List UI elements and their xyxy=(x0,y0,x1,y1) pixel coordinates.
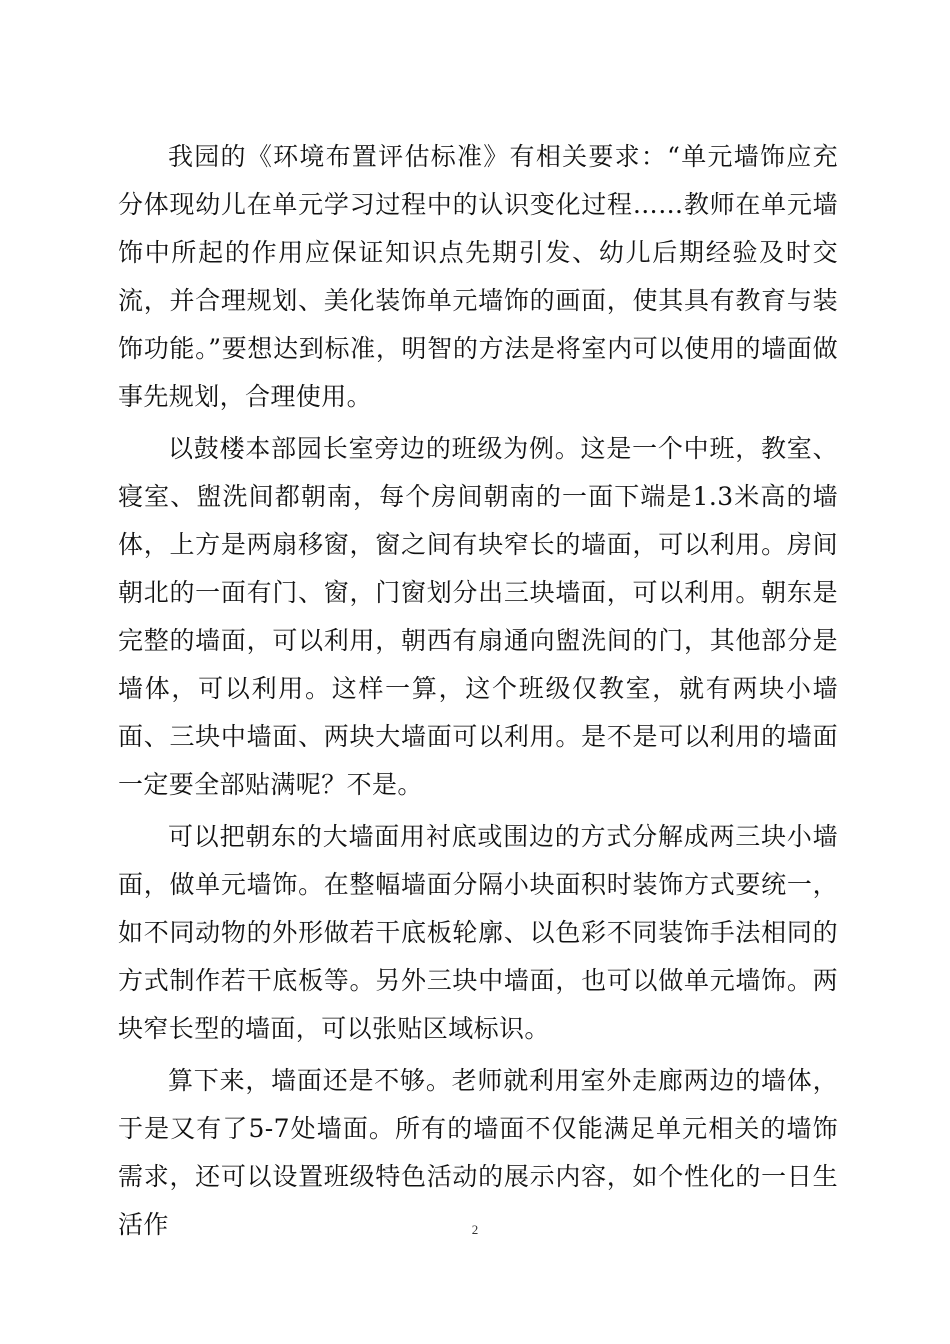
paragraph-3: 可以把朝东的大墙面用衬底或围边的方式分解成两三块小墙面，做单元墙饰。在整幅墙面分隔小块面积时装饰方式要统一，如不同动物的外形做若干底板轮廓、以色彩不同装饰手法相同的方式制作若干底板等。另外三块中墙面，也可以做单元墙饰。两块窄长型的墙面，可以张贴区域标识。 xyxy=(118,822,838,1043)
document-body xyxy=(118,133,838,1249)
paragraph-1: 我园的《环境布置评估标准》有相关要求：“单元墙饰应充分体现幼儿在单元学习过程中的认识变化过程……教师在单元墙饰中所起的作用应保证知识点先期引发、幼儿后期经验及时交流，并合理规划、美化装饰单元墙饰的画面，使其具有教育与装饰功能。”要想达到标准，明智的方法是将室内可以使用的墙面做事先规划，合理使用。 xyxy=(118,142,838,411)
paragraph-2: 以鼓楼本部园长室旁边的班级为例。这是一个中班，教室、寝室、盥洗间都朝南，每个房间朝南的一面下端是1.3米高的墙体，上方是两扇移窗，窗之间有块窄长的墙面，可以利用。房间朝北的一面有门、窗，门窗划分出三块墙面，可以利用。朝东是完整的墙面，可以利用，朝西有扇通向盥洗间的门，其他部分是墙体，可以利用。这样一算，这个班级仅教室，就有两块小墙面、三块中墙面、两块大墙面可以利用。是不是可以利用的墙面一定要全部贴满呢？不是。 xyxy=(118,434,838,799)
paragraph-4: 算下来，墙面还是不够。老师就利用室外走廊两边的墙体，于是又有了5-7处墙面。所有的墙面不仅能满足单元相关的墙饰需求，还可以设置班级特色活动的展示内容，如个性化的一日生活作 xyxy=(118,1066,838,1239)
page-number: 2 xyxy=(471,1222,479,1237)
